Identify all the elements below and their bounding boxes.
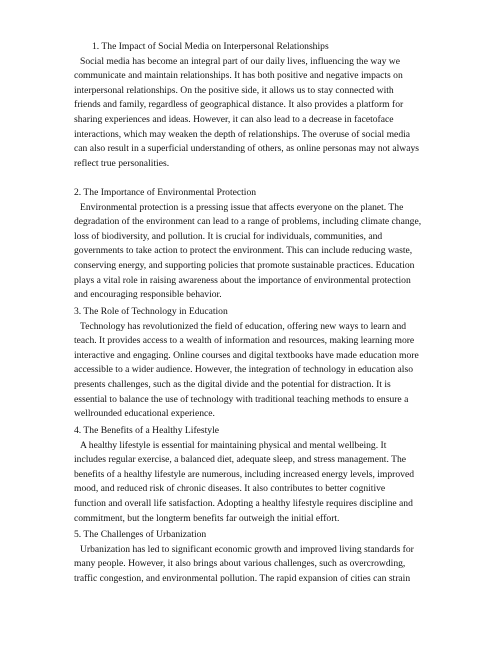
section-heading: 5. The Challenges of Urbanization [74, 529, 207, 540]
paragraph-line: reflect true personalities. [74, 157, 170, 169]
paragraph-line: conserving energy, and supporting policies that promote sustainable practices. Education [74, 259, 415, 271]
paragraph-line: traffic congestion, and environmental pollution. The rapid expansion of cities can strain [74, 572, 411, 584]
paragraph-line: sharing experiences and ideas. However, it can also lead to a decrease in facetoface [74, 113, 394, 125]
paragraph-line: Technology has revolutionized the field of education, offering new ways to learn and [80, 320, 407, 332]
paragraph-line: teach. It provides access to a wealth of information and resources, making learning more [74, 335, 415, 347]
paragraph-line: communicate and maintain relationships. It has both positive and negative impacts on [74, 70, 403, 82]
section-healthy-lifestyle [74, 424, 414, 526]
paragraph-line: accessible to a wider audience. However, the integration of technology in education also [74, 364, 414, 376]
paragraph-line: benefits of a healthy lifestyle are numerous, including increased energy levels, improved [74, 468, 415, 480]
section-heading: 2. The Importance of Environmental Protection [74, 187, 257, 198]
paragraph-line: function and overall life satisfaction. Adopting a healthy lifestyle requires discipline and [74, 497, 413, 509]
paragraph-line: A healthy lifestyle is essential for maintaining physical and mental wellbeing. It [80, 439, 387, 451]
paragraph-line: interactive and engaging. Online courses and digital textbooks have made education more [74, 349, 419, 361]
paragraph-line: can also result in a superficial understanding of others, as online personas may not always [74, 143, 420, 155]
paragraph-line: essential to balance the use of technology with traditional teaching methods to ensure a [74, 393, 409, 405]
paragraph-line: loss of biodiversity, and pollution. It is crucial for individuals, communities, and [74, 230, 383, 242]
paragraph-line: interactions, which may weaken the depth of relationships. The overuse of social media [74, 128, 411, 140]
paragraph-line: degradation of the environment can lead to a range of problems, including climate change, [74, 216, 422, 228]
paragraph-line: many people. However, it also brings about various challenges, such as overcrowding, [74, 558, 406, 570]
paragraph-line: commitment, but the longterm benefits far outweigh the initial effort. [74, 512, 340, 524]
paragraph-line: plays a vital role in raising awareness about the importance of environmental protection [74, 274, 411, 286]
section-heading: 1. The Impact of Social Media on Interpersonal Relationships [92, 41, 329, 52]
paragraph-line: and encouraging responsible behavior. [74, 289, 222, 301]
paragraph-line: presents challenges, such as the digital divide and the potential for distraction. It is [74, 378, 391, 390]
paragraph-line: includes regular exercise, a balanced diet, adequate sleep, and stress management. The [74, 454, 406, 466]
section-heading: 3. The Role of Technology in Education [74, 306, 228, 317]
paragraph-line: interpersonal relationships. On the positive side, it allows us to stay connected with [74, 84, 394, 96]
paragraph-line: Environmental protection is a pressing issue that affects everyone on the planet. The [80, 201, 404, 213]
section-heading: 4. The Benefits of a Healthy Lifestyle [74, 425, 220, 436]
paragraph-line: Urbanization has led to significant economic growth and improved living standards for [80, 543, 414, 555]
paragraph-line: governments to take action to protect the environment. This can include reducing waste, [74, 245, 413, 257]
paragraph-line: friends and family, regardless of geographical distance. It also provides a platform for [74, 99, 404, 111]
paragraph-line: Social media has become an integral part of our daily lives, influencing the way we [80, 55, 400, 67]
paragraph-line: wellrounded educational experience. [74, 408, 215, 420]
section-urbanization [74, 528, 414, 586]
paragraph-line: mood, and reduced risk of chronic diseases. It also contributes to better cognitive [74, 483, 386, 495]
section-social-media [74, 40, 420, 171]
section-technology-education [74, 305, 419, 422]
section-environment [74, 186, 422, 303]
